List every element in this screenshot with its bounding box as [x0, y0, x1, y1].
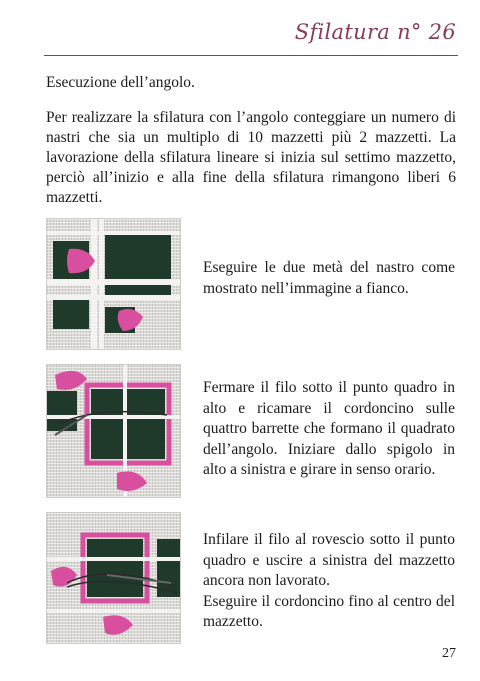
step-3-paragraph-2: Eseguire il cordoncino fino al centro del mazzetto.	[203, 592, 455, 630]
page-number: 27	[442, 646, 456, 661]
section-subtitle: Esecuzione dell’angolo.	[46, 74, 195, 91]
step-2-paragraph: Fermare il filo sotto il punto quadro in alto e ricamare il cordoncino sulle quattro barrette che formano il quadrato dell’angolo. Iniziare dallo spigolo in alto a sinistra e girare in senso orario.	[203, 379, 455, 478]
embroidery-photo-3	[46, 512, 181, 644]
intro-paragraph: Per realizzare la sfilatura con l’angolo conteggiare un numero di nastri che sia un multiplo di 10 mazzetti più 2 mazzetti. La lavorazione della sfilatura lineare si inizia sul settimo mazzetto, perciò all’inizio e alla fine della sfilatura rimangono liberi 6 mazzetti.	[46, 109, 456, 206]
step-1-text	[203, 258, 455, 299]
step-1-paragraph: Eseguire le due metà del nastro come mostrato nell’immagine a fianco.	[203, 259, 455, 297]
step-2-text	[203, 378, 455, 481]
embroidery-photo-1	[46, 218, 181, 350]
embroidery-photo-2	[46, 364, 181, 498]
header-rule	[44, 55, 458, 56]
step-3-paragraph-1: Infilare il filo al rovescio sotto il punto quadro e uscire a sinistra del mazzetto ancora non lavorato.	[203, 531, 455, 589]
header-title: Sfilatura n° 26	[294, 20, 456, 44]
step-3-text	[203, 530, 455, 633]
